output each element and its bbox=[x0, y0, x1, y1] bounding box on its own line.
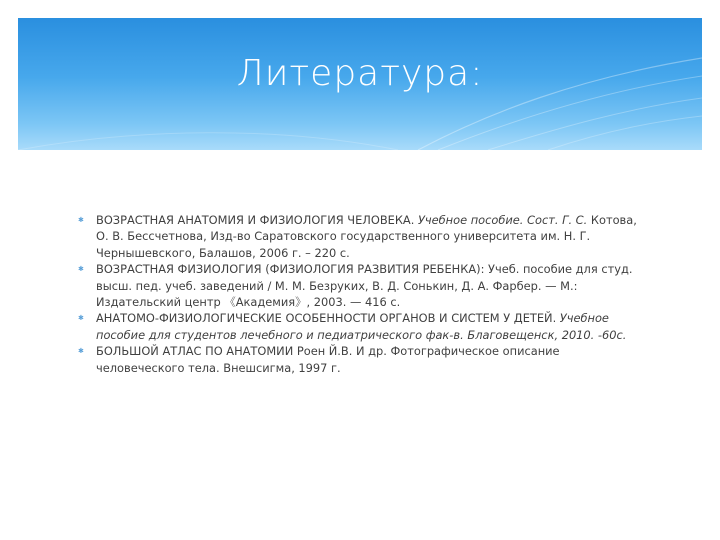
reference-list bbox=[78, 212, 648, 376]
reference-details: Роен Й.В. И др. Фотографическое описание человеческого тела. Внешсигма, 1997 г. bbox=[96, 344, 560, 375]
star-bullet-icon: ✱ bbox=[78, 347, 84, 356]
reference-item bbox=[78, 212, 648, 261]
reference-emphasis: Учебное пособие. Сост. Г. С. bbox=[414, 213, 588, 227]
reference-item bbox=[78, 343, 648, 376]
reference-details: Котова, О. В. Бессчетнова, Изд-во Саратовского государственного университета им. Н. Г. Чернышевского, Балашов, 2006 г. – 220 с. bbox=[96, 213, 637, 260]
slide-title: Литература: bbox=[236, 53, 484, 94]
reference-item bbox=[78, 310, 648, 343]
star-bullet-icon: ✱ bbox=[78, 265, 84, 274]
reference-item bbox=[78, 261, 648, 310]
star-bullet-icon: ✱ bbox=[78, 216, 84, 224]
reference-emphasis: Учебное пособие для студентов лечебного и педиатрического фак-в. Благовещенск, 2010. -60с. bbox=[96, 311, 627, 342]
reference-title: ВОЗРАСТНАЯ АНАТОМИЯ И ФИЗИОЛОГИЯ ЧЕЛОВЕКА. bbox=[96, 213, 415, 227]
reference-title: ВОЗРАСТНАЯ ФИЗИОЛОГИЯ (ФИЗИОЛОГИЯ РАЗВИТИЯ РЕБЕНКА) bbox=[96, 262, 481, 277]
star-bullet-icon: ✱ bbox=[78, 314, 84, 323]
reference-title: АНАТОМО-ФИЗИОЛОГИЧЕСКИЕ ОСОБЕННОСТИ ОРГАНОВ И СИСТЕМ У ДЕТЕЙ. bbox=[96, 311, 557, 326]
reference-title: БОЛЬШОЙ АТЛАС ПО АНАТОМИИ bbox=[96, 344, 294, 359]
reference-details: : Учеб. пособие для студ. высш. пед. учеб. заведений / М. М. Безруких, В. Д. Сонькин, Д. А. Фарбер. — М.: Издательский центр 《Академия》, 2003. — 416 с. bbox=[96, 262, 633, 310]
